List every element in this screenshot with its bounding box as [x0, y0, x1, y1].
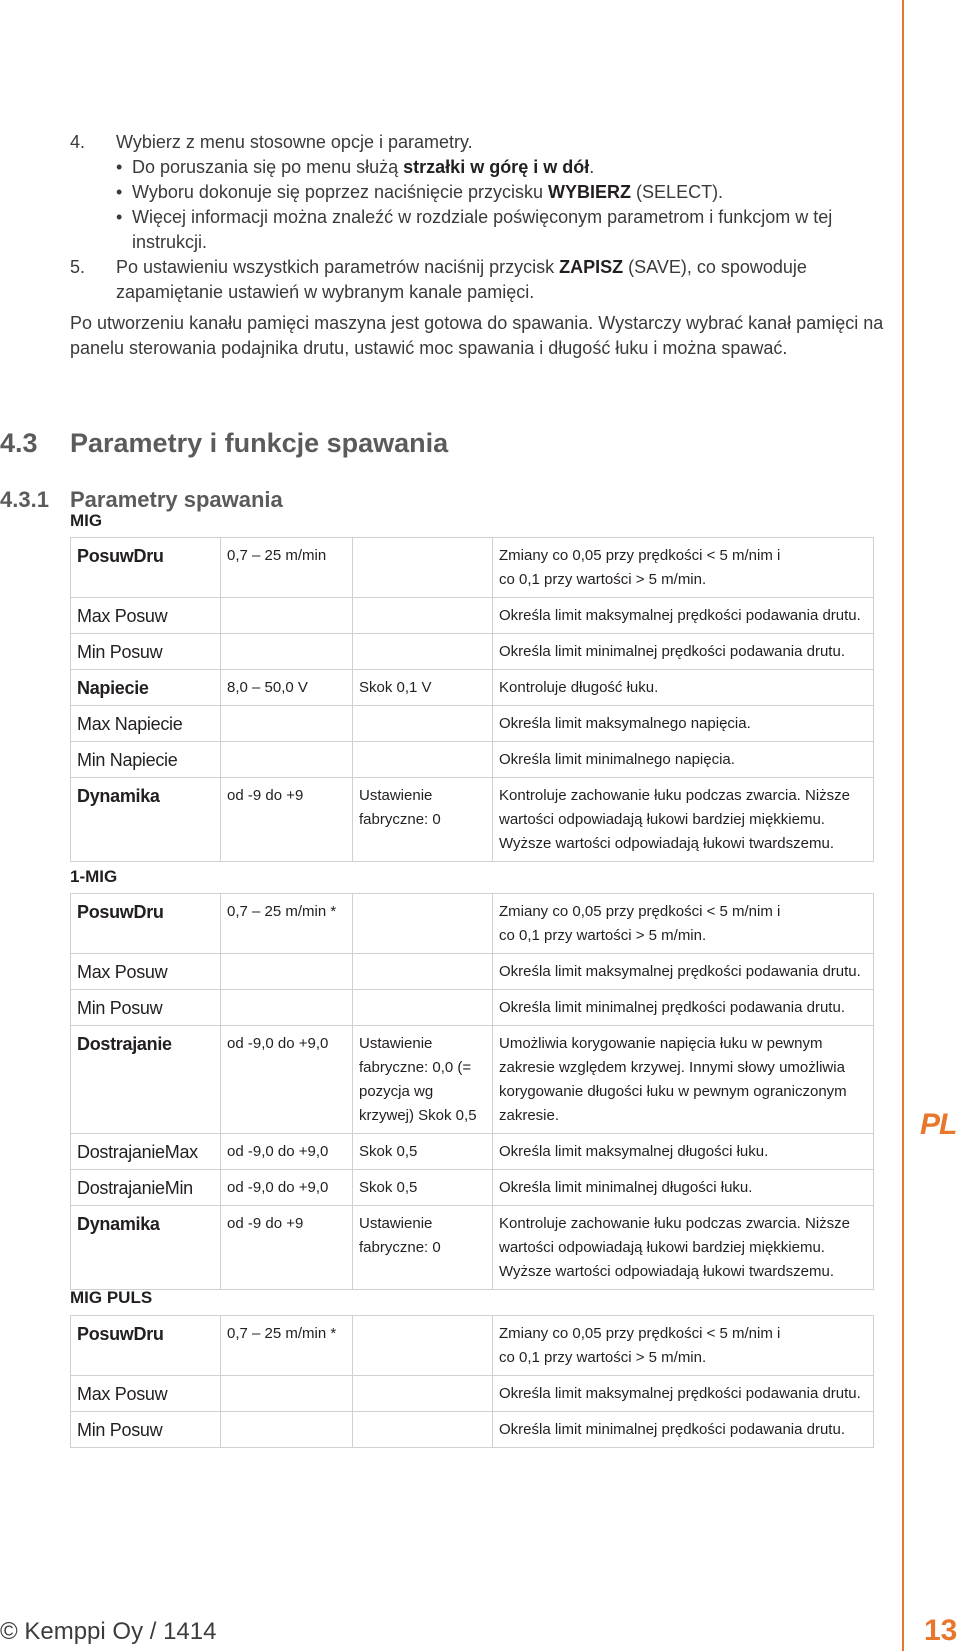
- param-description: [493, 538, 874, 598]
- param-extra: [353, 990, 493, 1026]
- param-range: [221, 706, 353, 742]
- bullet-2: [70, 180, 900, 205]
- param-name: PosuwDru: [71, 894, 221, 954]
- step-text: Wybierz z menu stosowne opcje i parametry.: [116, 132, 473, 152]
- param-description: [493, 1412, 874, 1448]
- closing-paragraph: Po utworzeniu kanału pamięci maszyna jest gotowa do spawania. Wystarczy wybrać kanał pamięci na panelu sterowania podajnika drutu, ustawić moc spawania i długość łuku i można spawać.: [70, 313, 884, 358]
- subsection-heading: [0, 487, 283, 513]
- param-description: [493, 598, 874, 634]
- description-line: Zmiany co 0,05 przy prędkości < 5 m/nim i: [499, 903, 781, 920]
- param-range: od -9 do +9: [221, 778, 353, 862]
- subsection-number: 4.3.1: [0, 487, 49, 512]
- description-line: Wyższe wartości odpowiadają łukowi twardszemu.: [499, 835, 834, 852]
- param-extra: [353, 742, 493, 778]
- param-description: [493, 1134, 874, 1170]
- bullet-text: Więcej informacji można znaleźć w rozdziale poświęconym parametrom i funkcjom w tej instrukcji.: [132, 207, 833, 252]
- section-title: Parametry i funkcje spawania: [70, 428, 449, 458]
- param-name: DostrajanieMax: [71, 1134, 221, 1170]
- param-extra: Ustawienie fabryczne: 0: [353, 778, 493, 862]
- table-heading: MIG: [70, 511, 103, 530]
- description-line: Określa limit minimalnej prędkości podawania drutu.: [499, 643, 845, 660]
- param-range: 0,7 – 25 m/min: [221, 538, 353, 598]
- description-line: Określa limit minimalnej długości łuku.: [499, 1179, 753, 1196]
- param-name: Min Napiecie: [71, 742, 221, 778]
- param-description: [493, 894, 874, 954]
- description-line: wartości odpowiadają łukowi bardziej miękkiemu.: [499, 1239, 825, 1256]
- description-line: Kontroluje zachowanie łuku podczas zwarcia. Niższe: [499, 1215, 851, 1232]
- param-name: DostrajanieMin: [71, 1170, 221, 1206]
- param-extra: [353, 1316, 493, 1376]
- param-range: [221, 990, 353, 1026]
- param-extra: [353, 634, 493, 670]
- table-row: [71, 990, 874, 1026]
- description-line: Określa limit maksymalnej prędkości podawania drutu.: [499, 1385, 861, 1402]
- step-4: [70, 130, 900, 155]
- table-row: [71, 1412, 874, 1448]
- param-range: od -9,0 do +9,0: [221, 1134, 353, 1170]
- param-description: [493, 1206, 874, 1290]
- parameter-table: [70, 893, 874, 1290]
- param-range: od -9 do +9: [221, 1206, 353, 1290]
- description-line: Wyższe wartości odpowiadają łukowi twardszemu.: [499, 1263, 834, 1280]
- description-line: zakresie względem krzywej. Innymi słowy umożliwia: [499, 1059, 845, 1076]
- table-row: [71, 538, 874, 598]
- param-range: [221, 954, 353, 990]
- param-description: [493, 778, 874, 862]
- bullet-icon: •: [116, 182, 123, 202]
- table-row: [71, 1316, 874, 1376]
- table-row: [71, 1134, 874, 1170]
- bullet-1: [70, 155, 900, 180]
- param-description: [493, 990, 874, 1026]
- description-line: co 0,1 przy wartości > 5 m/min.: [499, 1349, 707, 1366]
- param-description: [493, 706, 874, 742]
- description-line: Określa limit minimalnej prędkości podawania drutu.: [499, 1421, 845, 1438]
- language-tab: PL: [920, 1108, 957, 1141]
- param-name: Min Posuw: [71, 1412, 221, 1448]
- param-extra: Skok 0,1 V: [353, 670, 493, 706]
- step-number: 5.: [70, 257, 86, 277]
- param-name: PosuwDru: [71, 538, 221, 598]
- table-row: [71, 1376, 874, 1412]
- description-line: Kontroluje zachowanie łuku podczas zwarcia. Niższe: [499, 787, 851, 804]
- subsection-title: Parametry spawania: [70, 487, 283, 512]
- param-name: Dynamika: [71, 778, 221, 862]
- table-row: [71, 670, 874, 706]
- param-description: [493, 954, 874, 990]
- description-line: Określa limit maksymalnej prędkości podawania drutu.: [499, 607, 861, 624]
- param-name: Min Posuw: [71, 634, 221, 670]
- table-row: [71, 954, 874, 990]
- param-name: Max Posuw: [71, 598, 221, 634]
- param-range: [221, 1376, 353, 1412]
- param-range: od -9,0 do +9,0: [221, 1170, 353, 1206]
- param-description: [493, 742, 874, 778]
- param-name: Dynamika: [71, 1206, 221, 1290]
- bullet-text: Do poruszania się po menu służą strzałki w górę i w dół.: [132, 157, 595, 177]
- description-line: Określa limit minimalnego napięcia.: [499, 751, 735, 768]
- param-range: 0,7 – 25 m/min *: [221, 1316, 353, 1376]
- param-description: [493, 1170, 874, 1206]
- intro-text: [70, 130, 900, 361]
- bullet-icon: •: [116, 207, 123, 227]
- param-range: [221, 634, 353, 670]
- table-row: [71, 1026, 874, 1134]
- param-name: PosuwDru: [71, 1316, 221, 1376]
- param-extra: Skok 0,5: [353, 1134, 493, 1170]
- param-name: Max Posuw: [71, 1376, 221, 1412]
- margin-rule: [902, 0, 904, 1651]
- table-row: [71, 778, 874, 862]
- param-description: [493, 634, 874, 670]
- description-line: co 0,1 przy wartości > 5 m/min.: [499, 927, 707, 944]
- param-extra: [353, 894, 493, 954]
- table-row: [71, 1170, 874, 1206]
- description-line: Zmiany co 0,05 przy prędkości < 5 m/nim i: [499, 1325, 781, 1342]
- description-line: Określa limit maksymalnego napięcia.: [499, 715, 751, 732]
- param-extra: [353, 954, 493, 990]
- parameter-table: [70, 1315, 874, 1448]
- param-name: Min Posuw: [71, 990, 221, 1026]
- description-line: Określa limit maksymalnej długości łuku.: [499, 1143, 769, 1160]
- param-name: Max Posuw: [71, 954, 221, 990]
- param-name: Max Napiecie: [71, 706, 221, 742]
- parameter-table: [70, 537, 874, 862]
- param-extra: [353, 538, 493, 598]
- table-row: [71, 742, 874, 778]
- description-line: korygowanie długości łuku w pewnym ograniczonym: [499, 1083, 847, 1100]
- description-line: Określa limit maksymalnej prędkości podawania drutu.: [499, 963, 861, 980]
- param-extra: [353, 598, 493, 634]
- param-description: [493, 1376, 874, 1412]
- table-row: [71, 634, 874, 670]
- step-number: 4.: [70, 132, 86, 152]
- description-line: zakresie.: [499, 1107, 560, 1124]
- param-extra: [353, 706, 493, 742]
- table-row: [71, 894, 874, 954]
- bullet-3: [70, 205, 900, 255]
- copyright: © Kemppi Oy / 1414: [0, 1618, 217, 1645]
- table-heading: 1-MIG: [70, 867, 118, 886]
- bullet-icon: •: [116, 157, 123, 177]
- param-description: [493, 670, 874, 706]
- description-line: Zmiany co 0,05 przy prędkości < 5 m/nim i: [499, 547, 781, 564]
- param-range: od -9,0 do +9,0: [221, 1026, 353, 1134]
- param-extra: Skok 0,5: [353, 1170, 493, 1206]
- page-number: 13: [924, 1614, 958, 1647]
- param-extra: Ustawienie fabryczne: 0,0 (= pozycja wg krzywej) Skok 0,5: [353, 1026, 493, 1134]
- description-line: Kontroluje długość łuku.: [499, 679, 659, 696]
- param-description: [493, 1316, 874, 1376]
- description-line: co 0,1 przy wartości > 5 m/min.: [499, 571, 707, 588]
- section-number: 4.3: [0, 428, 38, 458]
- description-line: Umożliwia korygowanie napięcia łuku w pewnym: [499, 1035, 823, 1052]
- section-heading: [0, 428, 448, 459]
- param-name: Napiecie: [71, 670, 221, 706]
- description-line: wartości odpowiadają łukowi bardziej miękkiemu.: [499, 811, 825, 828]
- param-description: [493, 1026, 874, 1134]
- description-line: Określa limit minimalnej prędkości podawania drutu.: [499, 999, 845, 1016]
- bullet-text: Wyboru dokonuje się poprzez naciśnięcie przycisku WYBIERZ (SELECT).: [132, 182, 724, 202]
- param-range: 0,7 – 25 m/min *: [221, 894, 353, 954]
- param-range: [221, 742, 353, 778]
- table-row: [71, 706, 874, 742]
- param-range: [221, 1412, 353, 1448]
- param-extra: [353, 1376, 493, 1412]
- param-name: Dostrajanie: [71, 1026, 221, 1134]
- table-heading: MIG PULS: [70, 1288, 153, 1307]
- table-row: [71, 598, 874, 634]
- table-row: [71, 1206, 874, 1290]
- step-text: Po ustawieniu wszystkich parametrów naciśnij przycisk ZAPISZ (SAVE), co spowoduje zapamiętanie ustawień w wybranym kanale pamięci.: [116, 257, 807, 302]
- param-extra: [353, 1412, 493, 1448]
- step-5: [70, 255, 900, 305]
- param-extra: Ustawienie fabryczne: 0: [353, 1206, 493, 1290]
- param-range: 8,0 – 50,0 V: [221, 670, 353, 706]
- param-range: [221, 598, 353, 634]
